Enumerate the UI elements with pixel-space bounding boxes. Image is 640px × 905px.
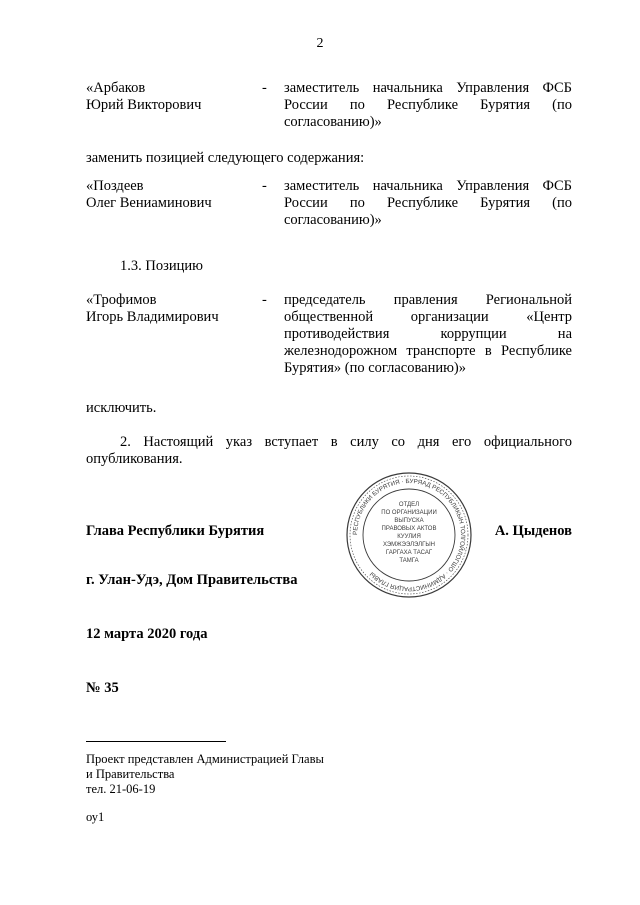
replace-text: заменить позицией следующего содержания: bbox=[86, 150, 365, 166]
entry-name bbox=[86, 178, 266, 212]
signature-signer: А. Цыденов bbox=[494, 523, 572, 539]
entry-surname: «Арбаков bbox=[86, 80, 146, 96]
page-number: 2 bbox=[316, 36, 324, 51]
seal-center-line: ВЫПУСКА bbox=[394, 518, 424, 524]
entry-given-names: Олег Вениаминович bbox=[86, 195, 212, 211]
footer-phone: тел. 21-06-19 bbox=[86, 782, 156, 796]
seal-center-line: ПО ОРГАНИЗАЦИИ bbox=[381, 510, 437, 516]
entry-dash: - bbox=[262, 80, 267, 96]
seal-ring-text: РЕСПУБЛИКИ БУРЯТИЯ · БУРЯАД РЕСПУБЛИКЫН ТОЛГОЙЛОГШО · АДМИНИСТРАЦИЯ ГЛАВЫ bbox=[351, 477, 467, 593]
entry-description: заместитель начальника Управления ФСБ России по Республике Бурятия (по согласованию)» bbox=[284, 80, 572, 130]
entry-description: заместитель начальника Управления ФСБ России по Республике Бурятия (по согласованию)» bbox=[284, 178, 572, 228]
entry-given-names: Юрий Викторович bbox=[86, 97, 202, 113]
document-number: № 35 bbox=[86, 680, 119, 696]
seal-center-line: ТАМГА bbox=[399, 558, 419, 564]
entry-given-names: Игорь Владимирович bbox=[86, 309, 219, 325]
seal-center-line: ПРАВОВЫХ АКТОВ bbox=[381, 526, 437, 532]
exclude-text: исключить. bbox=[86, 400, 157, 416]
seal-center-line: ОТДЕЛ bbox=[398, 502, 420, 508]
entry-dash: - bbox=[262, 178, 267, 194]
place: г. Улан-Удэ, Дом Правительства bbox=[86, 572, 298, 588]
entry-name bbox=[86, 80, 266, 114]
entry-description: председатель правления Региональной общественной организации «Центр противодействия коррупции на железнодорожном транспорте в Республике Бурятия» (по согласованию)» bbox=[284, 292, 572, 376]
item-2: 2. Настоящий указ вступает в силу со дня его официального опубликования. bbox=[86, 434, 572, 467]
entry-name bbox=[86, 292, 266, 326]
official-seal bbox=[344, 470, 474, 600]
footer-code: оу1 bbox=[86, 810, 105, 824]
signature-position: Глава Республики Бурятия bbox=[86, 523, 265, 539]
entry-surname: «Поздеев bbox=[86, 178, 144, 194]
seal-center-line: ГАРГАХА ТАСАГ bbox=[385, 550, 433, 556]
entry-dash: - bbox=[262, 292, 267, 308]
date: 12 марта 2020 года bbox=[86, 626, 208, 642]
footer-line: Проект представлен Администрацией Главы bbox=[86, 752, 324, 766]
seal-center-line: КУУЛИЯ bbox=[397, 534, 421, 540]
entry-surname: «Трофимов bbox=[86, 292, 157, 308]
footer-line: и Правительства bbox=[86, 767, 175, 781]
footer-divider bbox=[86, 741, 226, 742]
seal-center-line: ХЭМЖЭЭЛЭЛГЫН bbox=[383, 542, 435, 548]
item-1-3: 1.3. Позицию bbox=[120, 258, 203, 274]
